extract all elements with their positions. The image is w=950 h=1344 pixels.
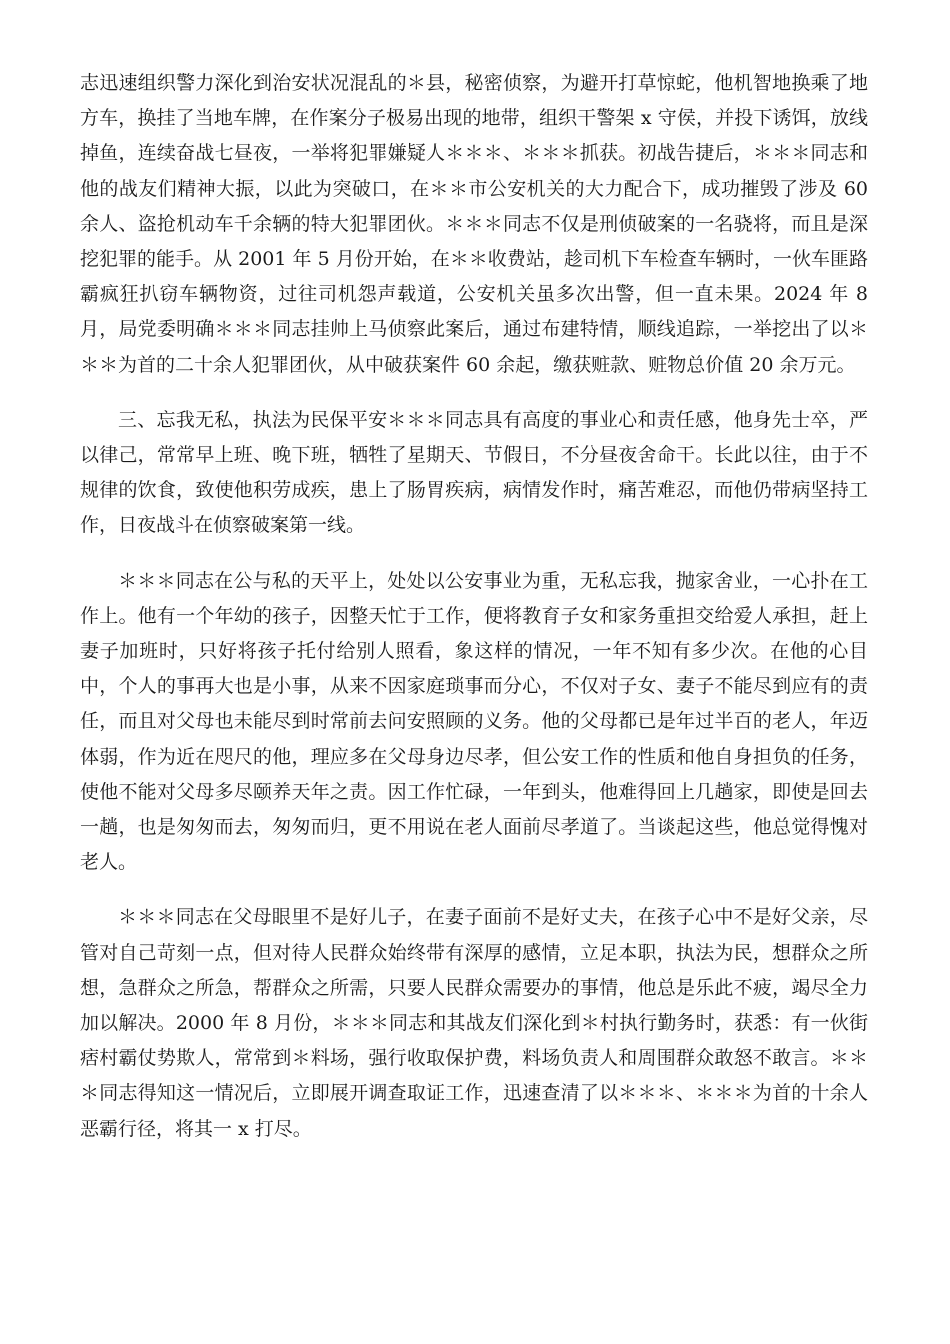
document-page	[80, 66, 868, 1167]
paragraph: 三、忘我无私，执法为民保平安＊＊＊同志具有高度的事业心和责任感，他身先士卒，严以律己，常常早上班、晚下班，牺牲了星期天、节假日，不分昼夜舍命干。长此以往，由于不规律的饮食，致使他积劳成疾，患上了肠胃疾病，病情发作时，痛苦难忍，而他仍带病坚持工作，日夜战斗在侦察破案第一线。	[80, 408, 868, 537]
paragraph: ＊＊＊同志在父母眼里不是好儿子，在妻子面前不是好丈夫，在孩子心中不是好父亲，尽管对自己苛刻一点，但对待人民群众始终带有深厚的感情，立足本职，执法为民，想群众之所想，急群众之所急，帮群众之所需，只要人民群众需要办的事情，他总是乐此不疲，竭尽全力加以解决。2000 年 8 月份，＊＊＊同志和其战友们深化到＊村执行勤务时，获悉：有一伙街痞村霸仗势欺人，常常到＊料场，强行收取保护费，料场负责人和周围群众敢怒不敢言。＊＊＊同志得知这一情况后，立即展开调查取证工作，迅速查清了以＊＊＊、＊＊＊为首的十余人恶霸行径，将其一 x 打尽。	[80, 906, 868, 1140]
paragraph: ＊＊＊同志在公与私的天平上，处处以公安事业为重，无私忘我，抛家舍业，一心扑在工作上。他有一个年幼的孩子，因整天忙于工作，便将教育子女和家务重担交给爱人承担，赶上妻子加班时，只好将孩子托付给别人照看，象这样的情况，一年不知有多少次。在他的心目中，个人的事再大也是小事，从来不因家庭琐事而分心，不仅对子女、妻子不能尽到应有的责任，而且对父母也未能尽到时常前去问安照顾的义务。他的父母都已是年过半百的老人，年迈体弱，作为近在咫尺的他，理应多在父母身边尽孝，但公安工作的性质和他自身担负的任务，使他不能对父母多尽颐养天年之责。因工作忙碌，一年到头，他难得回上几趟家，即使是回去一趟，也是匆匆而去，匆匆而归，更不用说在老人面前尽孝道了。当谈起这些，他总觉得愧对老人。	[80, 569, 868, 874]
paragraph: 志迅速组织警力深化到治安状况混乱的＊县，秘密侦察，为避开打草惊蛇，他机智地换乘了地方车，换挂了当地车牌，在作案分子极易出现的地带，组织干警架 x 守侯，并投下诱饵，放线掉鱼，连续奋战七昼夜，一举将犯罪嫌疑人＊＊＊、＊＊＊抓获。初战告捷后，＊＊＊同志和他的战友们精神大振，以此为突破口，在＊＊市公安机关的大力配合下，成功摧毁了涉及 60 余人、盗抢机动车千余辆的特大犯罪团伙。＊＊＊同志不仅是刑侦破案的一名骁将，而且是深挖犯罪的能手。从 2001 年 5 月份开始，在＊＊收费站，趁司机下车检查车辆时，一伙车匪路霸疯狂扒窃车辆物资，过往司机怨声载道，公安机关虽多次出警，但一直未果。2024 年 8 月，局党委明确＊＊＊同志挂帅上马侦察此案后，通过布建特情，顺线追踪，一举挖出了以＊＊＊为首的二十余人犯罪团伙，从中破获案件 60 余起，缴获赃款、赃物总价值 20 余万元。	[80, 72, 868, 376]
